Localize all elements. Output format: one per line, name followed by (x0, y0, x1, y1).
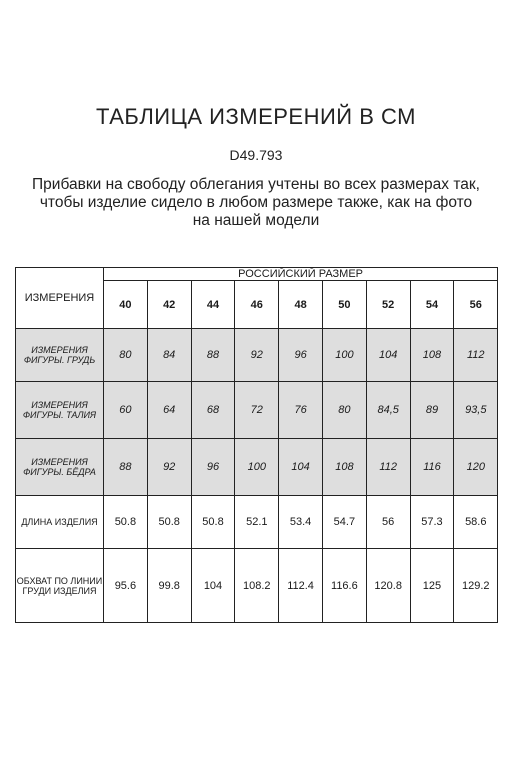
fit-note: Прибавки на свободу облегания учтены во всех размерах так, чтобы изделие сидело в любом размере также, как на фото на нашей модели (32, 176, 480, 229)
table-cell: 57.3 (410, 496, 454, 549)
table-row-length (16, 496, 498, 549)
table-cell: 125 (410, 549, 454, 623)
size-header: 44 (191, 281, 235, 329)
table-cell: 84,5 (366, 382, 410, 439)
table-cell: 112 (366, 439, 410, 496)
table-cell: 100 (235, 439, 279, 496)
table-row-bust-girth (16, 549, 498, 623)
table-cell: 99.8 (147, 549, 191, 623)
size-header: 42 (147, 281, 191, 329)
table-cell: 108 (410, 329, 454, 382)
row-label: ОБХВАТ ПО ЛИНИИ ГРУДИ ИЗДЕЛИЯ (16, 549, 104, 623)
table-cell: 108.2 (235, 549, 279, 623)
size-header: 54 (410, 281, 454, 329)
row-label: ИЗМЕРЕНИЯ ФИГУРЫ. БЁДРА (16, 439, 104, 496)
table-cell: 52.1 (235, 496, 279, 549)
table-cell: 116 (410, 439, 454, 496)
table-cell: 56 (366, 496, 410, 549)
table-cell: 120 (454, 439, 498, 496)
table-cell: 80 (104, 329, 148, 382)
table-cell: 54.7 (322, 496, 366, 549)
table-cell: 92 (235, 329, 279, 382)
size-header: 56 (454, 281, 498, 329)
table-cell: 95.6 (104, 549, 148, 623)
table-cell: 50.8 (191, 496, 235, 549)
row-label: ДЛИНА ИЗДЕЛИЯ (16, 496, 104, 549)
table-cell: 88 (104, 439, 148, 496)
table-cell: 108 (322, 439, 366, 496)
table-cell: 92 (147, 439, 191, 496)
article-number: D49.793 (229, 147, 283, 163)
table-cell: 88 (191, 329, 235, 382)
table-row-waist (16, 382, 498, 439)
table-cell: 112.4 (279, 549, 323, 623)
russian-size-header: РОССИЙСКИЙ РАЗМЕР (104, 268, 498, 281)
table-cell: 84 (147, 329, 191, 382)
measurements-header: ИЗМЕРЕНИЯ (16, 268, 104, 329)
table-row-hips (16, 439, 498, 496)
table-cell: 68 (191, 382, 235, 439)
table-cell: 104 (279, 439, 323, 496)
table-cell: 64 (147, 382, 191, 439)
size-header: 52 (366, 281, 410, 329)
table-cell: 89 (410, 382, 454, 439)
size-header: 40 (104, 281, 148, 329)
table-cell: 60 (104, 382, 148, 439)
table-cell: 120.8 (366, 549, 410, 623)
table-cell: 112 (454, 329, 498, 382)
table-cell: 50.8 (104, 496, 148, 549)
table-row-chest (16, 329, 498, 382)
table-cell: 58.6 (454, 496, 498, 549)
table-cell: 72 (235, 382, 279, 439)
table-cell: 96 (279, 329, 323, 382)
table-cell: 93,5 (454, 382, 498, 439)
table-cell: 80 (322, 382, 366, 439)
table-cell: 129.2 (454, 549, 498, 623)
row-label: ИЗМЕРЕНИЯ ФИГУРЫ. ГРУДЬ (16, 329, 104, 382)
table-cell: 104 (191, 549, 235, 623)
table-cell: 104 (366, 329, 410, 382)
table-cell: 76 (279, 382, 323, 439)
table-cell: 50.8 (147, 496, 191, 549)
page-title: ТАБЛИЦА ИЗМЕРЕНИЙ В СМ (96, 104, 416, 129)
table-cell: 116.6 (322, 549, 366, 623)
size-header: 50 (322, 281, 366, 329)
table-cell: 96 (191, 439, 235, 496)
size-table (15, 267, 498, 623)
table-cell: 100 (322, 329, 366, 382)
table-cell: 53.4 (279, 496, 323, 549)
size-header: 46 (235, 281, 279, 329)
size-header: 48 (279, 281, 323, 329)
row-label: ИЗМЕРЕНИЯ ФИГУРЫ. ТАЛИЯ (16, 382, 104, 439)
